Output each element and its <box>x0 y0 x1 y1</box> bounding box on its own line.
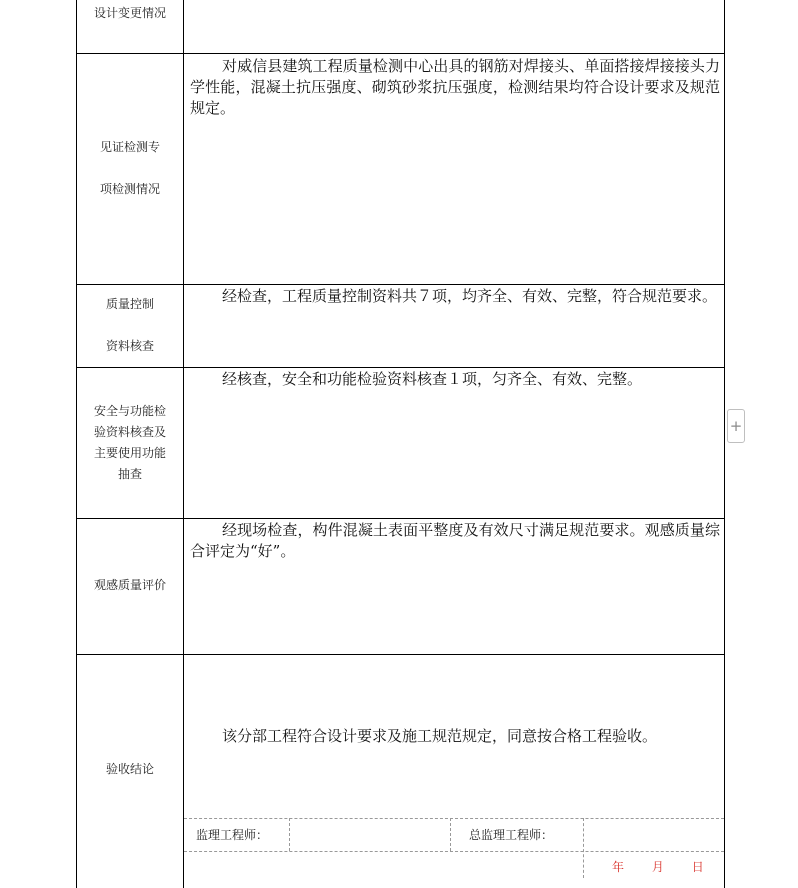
signature-grid-line <box>583 818 584 878</box>
chief-supervisor-label: 总监理工程师： <box>469 828 554 842</box>
label-spacer <box>77 158 183 179</box>
appearance-quality-content[interactable]: 经现场检查，构件混凝土表面平整度及有效尺寸满足规范要求。观感质量综合评定为“好”。 <box>190 521 720 560</box>
row-divider <box>76 518 725 519</box>
date-month: 月 <box>651 860 665 874</box>
signature-date[interactable] <box>612 858 727 875</box>
design-change-label <box>77 3 183 24</box>
date-day: 日 <box>691 860 705 874</box>
add-row-button[interactable]: + <box>727 409 745 443</box>
safety-function-content[interactable]: 经核查，安全和功能检验资料核查１项，匀齐全、有效、完整。 <box>222 370 643 388</box>
design-change-content[interactable] <box>190 6 720 50</box>
label-line: 质量控制 <box>105 297 154 311</box>
witness-inspection-label <box>77 137 183 200</box>
label-line: 项检测情况 <box>99 182 160 196</box>
label-line: 观感质量评价 <box>93 578 166 592</box>
label-line: 抽查 <box>117 467 142 481</box>
supervisor-signature-field[interactable] <box>291 820 448 850</box>
label-line: 验收结论 <box>105 762 154 776</box>
row-divider <box>76 284 725 285</box>
row-divider <box>76 367 725 368</box>
acceptance-conclusion-label <box>77 759 183 780</box>
appearance-quality-label <box>77 575 183 596</box>
acceptance-conclusion-content[interactable]: 该分部工程符合设计要求及施工规范规定，同意按合格工程验收。 <box>222 727 658 745</box>
label-line: 见证检测专 <box>99 140 160 154</box>
label-spacer <box>77 315 183 336</box>
quality-control-content[interactable]: 经检查，工程质量控制资料共７项，均齐全、有效、完整，符合规范要求。 <box>222 287 718 305</box>
safety-function-label <box>77 401 183 485</box>
witness-inspection-content[interactable]: 对威信县建筑工程质量检测中心出具的钢筋对焊接头、单面搭接焊接接头力学性能，混凝土抗压强度、砌筑砂浆抗压强度，检测结果均符合设计要求及规范规定。 <box>190 57 720 117</box>
row-divider <box>76 53 725 54</box>
quality-control-label <box>77 294 183 357</box>
signature-grid-line <box>450 818 451 851</box>
signature-grid-line <box>184 818 724 819</box>
row-divider <box>76 654 725 655</box>
column-divider <box>183 0 184 888</box>
signature-grid-line <box>289 818 290 851</box>
supervisor-label: 监理工程师： <box>196 828 269 842</box>
label-line: 资料核查 <box>105 339 154 353</box>
label-line: 设计变更情况 <box>93 6 166 20</box>
label-line: 验资料核查及 <box>93 425 166 439</box>
date-year: 年 <box>612 860 626 874</box>
label-line: 安全与功能检 <box>93 404 166 418</box>
chief-supervisor-signature-field[interactable] <box>585 820 723 850</box>
label-line: 主要使用功能 <box>93 446 166 460</box>
signature-grid-line <box>184 851 724 852</box>
